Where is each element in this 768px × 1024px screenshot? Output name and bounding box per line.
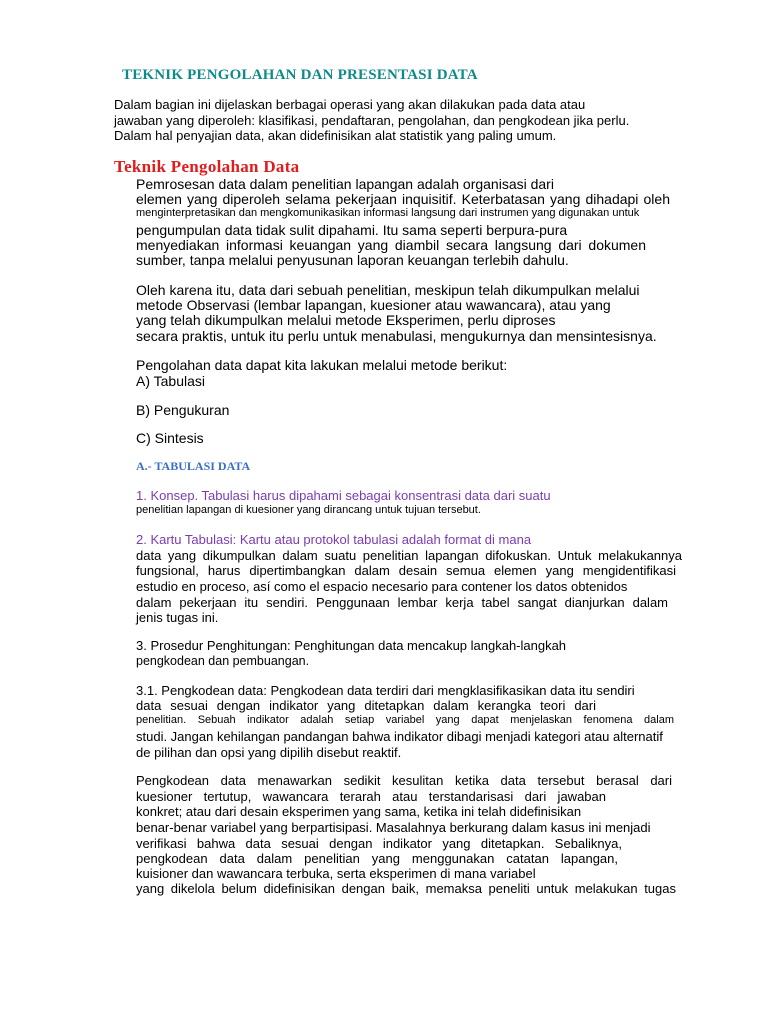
body-line: pengkodean data dalam penelitian yang menggunakan catatan lapangan, xyxy=(136,851,618,866)
body-line: secara praktis, untuk itu perlu untuk menabulasi, mengukurnya dan mensintesisnya. xyxy=(136,328,657,344)
body-line: Pengkodean data menawarkan sedikit kesulitan ketika data tersebut berasal dari xyxy=(136,773,672,788)
body-line: kuisioner dan wawancara terbuka, serta eksperimen di mana variabel xyxy=(136,866,536,881)
point-title: 2. Kartu Tabulasi: Kartu atau protokol tabulasi adalah format di mana xyxy=(136,532,532,547)
body-line: penelitian lapangan di kuesioner yang dirancang untuk tujuan tersebut. xyxy=(136,504,481,516)
body-line: studi. Jangan kehilangan pandangan bahwa indikator dibagi menjadi kategori atau alternatif xyxy=(136,729,663,744)
body-line: Pengolahan data dapat kita lakukan melalui metode berikut: xyxy=(136,357,508,373)
subsection-heading: A.- TABULASI DATA xyxy=(136,459,251,473)
intro-line: Dalam hal penyajian data, akan didefinisikan alat statistik yang paling umum. xyxy=(114,128,557,143)
body-line: Oleh karena itu, data dari sebuah penelitian, meskipun telah dikumpulkan melalui xyxy=(136,282,640,298)
body-line: verifikasi bahwa data sesuai dengan indikator yang ditetapkan. Sebaliknya, xyxy=(136,836,622,851)
body-line: elemen yang diperoleh selama pekerjaan inquisitif. Keterbatasan yang dihadapi oleh xyxy=(136,191,670,207)
body-line: dalam pekerjaan itu sendiri. Penggunaan lembar kerja tabel sangat dianjurkan dalam xyxy=(136,595,668,610)
body-line: menyediakan informasi keuangan yang diambil secara langsung dari dokumen xyxy=(136,237,646,253)
section-heading: Teknik Pengolahan Data xyxy=(114,157,300,176)
body-line: 3. Prosedur Penghitungan: Penghitungan data mencakup langkah-langkah xyxy=(136,638,567,653)
body-line: yang dikelola belum didefinisikan dengan baik, memaksa peneliti untuk melakukan tugas xyxy=(136,881,676,896)
body-line: benar-benar variabel yang berpartisipasi. Masalahnya berkurang dalam kasus ini menjadi xyxy=(136,820,651,835)
body-line: pengumpulan data tidak sulit dipahami. Itu sama seperti berpura-pura xyxy=(136,222,568,238)
body-line: estudio en proceso, así como el espacio necesario para contener los datos obtenidos xyxy=(136,579,628,594)
method-item: B) Pengukuran xyxy=(136,402,230,418)
body-line: konkret; atau dari desain eksperimen yang sama, ketika ini telah didefinisikan xyxy=(136,804,582,819)
body-line: 3.1. Pengkodean data: Pengkodean data terdiri dari mengklasifikasikan data itu sendiri xyxy=(136,683,635,698)
body-line: jenis tugas ini. xyxy=(136,610,219,625)
body-line: data sesuai dengan indikator yang ditetapkan dalam kerangka teori dari xyxy=(136,698,596,713)
intro-line: jawaban yang diperoleh: klasifikasi, pendaftaran, pengolahan, dan pengkodean jika perlu. xyxy=(114,113,630,128)
body-line: pengkodean dan pembuangan. xyxy=(136,654,310,668)
body-line: menginterpretasikan dan mengkomunikasikan informasi langsung dari instrumen yang digunakan untuk xyxy=(136,207,640,219)
body-line: yang telah dikumpulkan melalui metode Eksperimen, perlu diproses xyxy=(136,312,556,328)
body-line: metode Observasi (lembar lapangan, kuesioner atau wawancara), atau yang xyxy=(136,297,611,313)
intro-line: Dalam bagian ini dijelaskan berbagai operasi yang akan dilakukan pada data atau xyxy=(114,97,586,112)
body-line: kuesioner tertutup, wawancara terarah atau terstandarisasi dari jawaban xyxy=(136,789,606,804)
body-line: fungsional, harus dipertimbangkan dalam desain semua elemen yang mengidentifikasi xyxy=(136,563,676,578)
method-item: C) Sintesis xyxy=(136,430,204,446)
method-item: A) Tabulasi xyxy=(136,373,206,389)
body-line: sumber, tanpa melalui penyusunan laporan keuangan terlebih dahulu. xyxy=(136,252,569,268)
point-title: 1. Konsep. Tabulasi harus dipahami sebagai konsentrasi data dari suatu xyxy=(136,488,551,503)
body-line: Pemrosesan data dalam penelitian lapangan adalah organisasi dari xyxy=(136,176,554,192)
body-line: data yang dikumpulkan dalam suatu penelitian lapangan difokuskan. Untuk melakukannya xyxy=(136,548,682,563)
body-line: de pilihan dan opsi yang dipilih disebut reaktif. xyxy=(136,745,402,760)
document-title: TEKNIK PENGOLAHAN DAN PRESENTASI DATA xyxy=(122,67,478,83)
body-line: penelitian. Sebuah indikator adalah setiap variabel yang dapat menjelaskan fenomena dalam xyxy=(136,714,674,726)
